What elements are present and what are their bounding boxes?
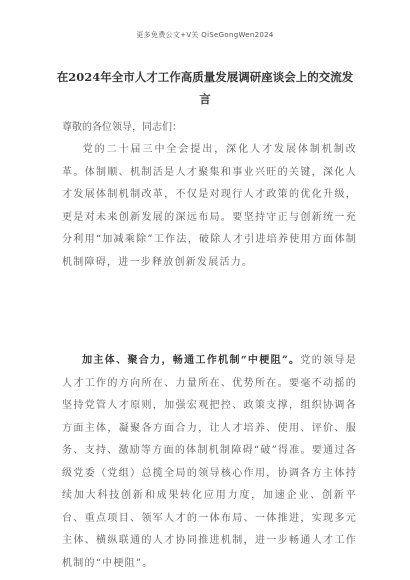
paragraph-2 <box>62 350 357 575</box>
paragraph-2-heading: 加主体、聚合力，畅通工作机制“中梗阻”。 <box>82 355 301 366</box>
paragraph-1 <box>62 139 357 274</box>
header-note: 更多免费公文+V关 QiSeGongWen2024 <box>136 31 274 39</box>
document-title: 在2024年全市人才工作高质量发展调研座谈会上的交流发言 <box>56 70 354 106</box>
paragraph-2-text: 党的领导是人才工作的方向所在、力量所在、优势所在。要毫不动摇的坚持党管人才原则，加强宏观把控、政策支撑，组织协调各方面主体，凝聚各方面合力，让人才培养、使用、评价、服务、支持、激励等方面的体制机制障碍“破”得准。要通过各级党委（党组）总揽全局的领导核心作用，协调各方主体持续加大科技创新和成果转化应用力度，加速企业、创新平台、重点项目、领军人才的一体布局、一体推进，实现多元主体、横纵联通的人才协同推进机制，进一步畅通人才工作机制的“中梗阻”。 <box>62 355 357 569</box>
salutation: 尊敬的各位领导，同志们： <box>62 122 182 133</box>
paragraph-1-text: 党的二十届三中全会提出，深化人才发展体制机制改革。体制顺、机制活是人才聚集和事业兴旺的关键，深化人才发展体制机制改革，不仅是对现行人才政策的优化升级，更是对未来创新发展的深远布局。要坚持守正与创新统一充分利用“加减乘除”工作法，破除人才引进培养使用方面体制机制障碍，进一步释放创新发展活力。 <box>62 144 357 268</box>
